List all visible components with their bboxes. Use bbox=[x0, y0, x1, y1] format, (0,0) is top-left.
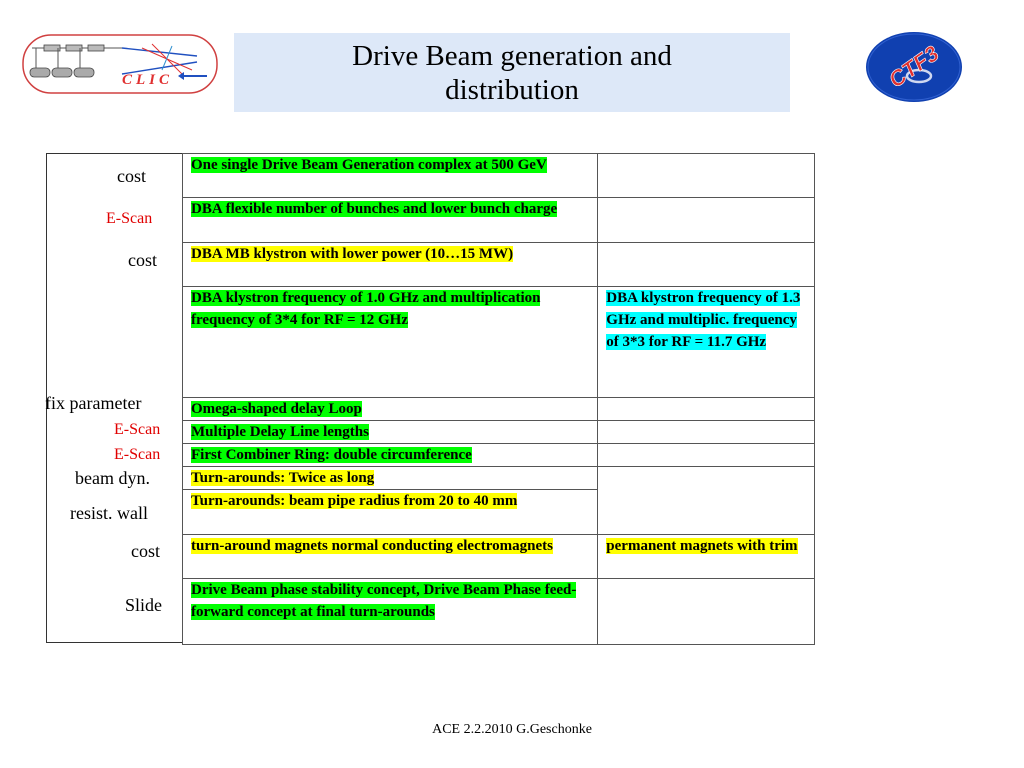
cell-text: Drive Beam phase stability concept, Drive Beam Phase feed-forward concept at final turn-arounds bbox=[191, 582, 577, 620]
label-fix-parameter: fix parameter bbox=[45, 393, 142, 413]
slide-title: Drive Beam generation and distribution bbox=[352, 39, 672, 106]
label-e-scan: E-Scan bbox=[114, 446, 161, 463]
cell-text: First Combiner Ring: double circumference bbox=[191, 447, 472, 463]
table-cell bbox=[598, 398, 815, 421]
label-resist-wall: resist. wall bbox=[70, 503, 148, 523]
table-cell bbox=[183, 535, 598, 579]
table-cell bbox=[183, 243, 598, 287]
label-slide: Slide bbox=[125, 595, 163, 615]
clic-logo bbox=[22, 34, 218, 94]
table-cell bbox=[183, 198, 598, 243]
table-cell bbox=[598, 421, 815, 444]
table-cell bbox=[598, 444, 815, 467]
slide-title-box bbox=[234, 33, 790, 112]
table-row bbox=[183, 198, 815, 243]
table-cell bbox=[183, 467, 598, 490]
label-beam-dyn: beam dyn. bbox=[75, 468, 150, 488]
table-cell bbox=[183, 421, 598, 444]
cell-text: DBA flexible number of bunches and lower bunch charge bbox=[191, 201, 558, 217]
table-cell bbox=[183, 444, 598, 467]
clic-logo-text: CLIC bbox=[122, 72, 174, 88]
table-row bbox=[183, 398, 815, 421]
ctf3-logo bbox=[864, 30, 964, 104]
cell-text: permanent magnets with trim bbox=[606, 538, 798, 554]
cell-text: DBA klystron frequency of 1.0 GHz and multiplication frequency of 3*4 for RF = 12 GHz bbox=[191, 290, 541, 328]
cell-text: DBA MB klystron with lower power (10…15 MW) bbox=[191, 246, 514, 262]
cell-text: DBA klystron frequency of 1.3 GHz and multiplic. frequency of 3*3 for RF = 11.7 GHz bbox=[606, 290, 801, 350]
table-cell bbox=[598, 467, 815, 535]
label-cost: cost bbox=[117, 166, 146, 186]
options-table bbox=[182, 153, 815, 645]
cell-text: Turn-arounds: Twice as long bbox=[191, 470, 375, 486]
cell-text: Omega-shaped delay Loop bbox=[191, 401, 362, 417]
table-cell bbox=[183, 287, 598, 398]
table-row bbox=[183, 287, 815, 398]
ctf3-logo-text: CTF3 bbox=[884, 40, 944, 93]
label-e-scan: E-Scan bbox=[106, 210, 153, 227]
table-cell bbox=[183, 398, 598, 421]
footer-text: ACE 2.2.2010 G.Geschonke bbox=[432, 722, 592, 737]
table-row bbox=[183, 467, 815, 490]
table-cell bbox=[598, 154, 815, 198]
table-cell bbox=[598, 243, 815, 287]
table-row bbox=[183, 535, 815, 579]
table-row bbox=[183, 444, 815, 467]
label-e-scan: E-Scan bbox=[114, 421, 161, 438]
table-cell bbox=[598, 535, 815, 579]
table-cell bbox=[183, 154, 598, 198]
cell-text: Multiple Delay Line lengths bbox=[191, 424, 369, 440]
table-row bbox=[183, 243, 815, 287]
table-cell bbox=[598, 198, 815, 243]
table-cell bbox=[598, 287, 815, 398]
table-cell bbox=[183, 490, 598, 535]
table-row bbox=[183, 421, 815, 444]
cell-text: One single Drive Beam Generation complex at 500 GeV bbox=[191, 157, 547, 173]
cell-text: turn-around magnets normal conducting electromagnets bbox=[191, 538, 553, 554]
cell-text: Turn-arounds: beam pipe radius from 20 to 40 mm bbox=[191, 493, 518, 509]
table-row bbox=[183, 154, 815, 198]
label-cost: cost bbox=[131, 541, 160, 561]
table-cell bbox=[183, 579, 598, 645]
table-cell bbox=[598, 579, 815, 645]
label-cost: cost bbox=[128, 250, 157, 270]
table-row bbox=[183, 579, 815, 645]
